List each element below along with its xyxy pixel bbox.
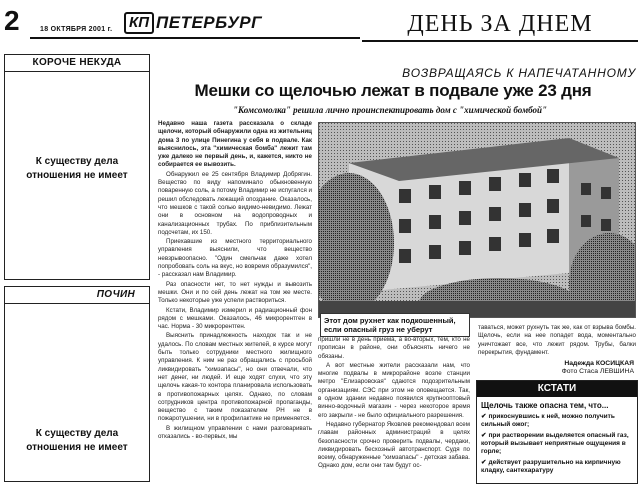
rubric-title: КОРОЧЕ НЕКУДА [5,55,149,72]
article-paragraph: таваться, может рухнуть так же, как от взрыва бомбы. Щелочь, если на нее попадет вода, моментально уничтожает все, что лежит рядом. Трубы, балки перекрытия, фундамент. [478,324,636,356]
brand-city: ПЕТЕРБУРГ [156,13,263,32]
article-column-1 [158,120,312,482]
sidebar-subtitle: Щелочь также опасна тем, что... [481,401,609,410]
article-photo [318,122,636,318]
rubric-body: К существу дела отношения не имеет [26,156,128,181]
section-title: ДЕНЬ ЗА ДНЕМ [362,6,638,42]
article-paragraph: Кстати, Владимир измерил и радиационный фон рядом с мешками. Оказалось, 46 микрорентген в час. Норма - 30 микрорентген. [158,306,312,331]
newspaper-brand [124,12,262,34]
rubric-title: ПОЧИН [5,287,149,304]
rubric-body: К существу дела отношения не имеет [26,428,128,453]
photo-credit: Фото Стаса ЛЕВШИНА [561,368,634,375]
list-item: ✔ при растворении выделяется опасный газ, который вызывает неприятные ощущения в горле; [481,432,629,455]
article-column-2 [318,336,470,482]
building-photo-icon [319,123,636,318]
check-icon: ✔ [481,459,487,466]
article-paragraph: Приехавшие из местного территориального управления выяснили, что вещество невзрывоопасно. "Один смельчак даже хотел попробовать соль на вкус, но вовремя образумился", - рассказал нам Владимир. [158,238,312,279]
article-paragraph: пришли не в день приема, а во-вторых, тем, кто не прописан в районе, они объяснять ничего не обязаны. [318,336,470,360]
check-icon: ✔ [481,432,487,439]
issue-date: 18 ОКТЯБРЯ 2001 г. [40,26,113,33]
article-paragraph: А вот местные жители рассказали нам, что многие подвалы в микрорайоне возле станции метро "Елизаровская" сдаются подозрительным организациям. СЭС при этом не оповещается. Так, в одном здании недавно появился крупнооптовый винно-водочный магазин - через некоторое время его закрыли - не было официального разрешения. [318,361,470,419]
left-column [4,54,150,482]
article-paragraph: Недавно губернатор Яковлев рекомендовал всем главам районных администраций в целях безопасности срочно проверить подвалы, чердаки, ликвидировать бесхозный автотранспорт. Судя по всему, обнаруженные "химзапасы" - детская забава. Однако дом, если они там будут ос- [318,420,470,470]
rubric-box-short [4,54,150,280]
article-paragraph: Раз опасности нет, то нет нужды и вывозить мешки. Они и по сей день лежат на том же месте. Только некоторые уже успели раствориться. [158,280,312,305]
photo-caption: Этот дом рухнет как подкошенный, если опасный груз не уберут [320,313,470,337]
author-name: Надежда КОСИЦКАЯ [564,360,634,367]
sidebar-title: КСТАТИ [477,381,637,397]
article-subhead: "Комсомолка" решила лично проинспектировать дом с "химической бомбой" [233,105,547,115]
article-paragraph: Обнаружил ее 25 сентября Владимир Добрягин. Вещество по виду напоминало обыкновенную поваренную соль, а потому Владимир не испугался и решил обследовать лежащий опоздание. Оказалось, что мешков с такой солью видимо-невидимо. Лежат они в основном на водопроводных и канализационных трубах. По приблизительным подсчетам, их 150. [158,170,312,236]
list-item: ✔ прикоснувшись к ней, можно получить сильный ожог; [481,413,615,428]
article-paragraph: Выяснить принадлежность находок так и не удалось. По словам местных жителей, в курсе могут быть только сотрудники местного жилищного управления. К ним не раз обращались с просьбой ликвидировать "химзапасы", но они отвечали, что нет денег, ни людей. И еще ходят слухи, что эту щелочь какая-то контора планировала использовать в противопожарных целях. Однако, по словам сотрудников центра противопожарной пропаганды, вещество с таким показателем РН не в пожаротушении, ни в профилактике не применяется. [158,332,312,423]
article-column-3 [478,324,636,360]
article-headline: Мешки со щелочью лежат в подвале уже 23 дня [194,81,592,100]
brand-logo-icon: КП [124,12,154,34]
check-icon: ✔ [481,413,487,420]
page-number: 2 [4,5,20,36]
sidebar-box [476,380,638,484]
article-credits [478,360,634,376]
article-kicker: ВОЗВРАЩАЯСЬ К НАПЕЧАТАННОМУ [402,66,636,80]
article-paragraph: В жилищном управлении с нами разговаривать отказались - во-первых, мы [158,424,312,440]
rubric-box-initiative [4,286,150,482]
list-item: ✔ действует разрушительно на кирпичную кладку, сантехаратуру [481,459,621,474]
article-paragraph: Недавно наша газета рассказала о складе щелочи, который обнаружили одна из жительниц дома 3 по улице Пинегина у себя в подвале. Как выяснилось, эта "химическая бомба" лежит там уже далеко не первый день, и, кажется, никто не собирается ее вывозить. [158,120,312,169]
header-rule [30,37,360,39]
